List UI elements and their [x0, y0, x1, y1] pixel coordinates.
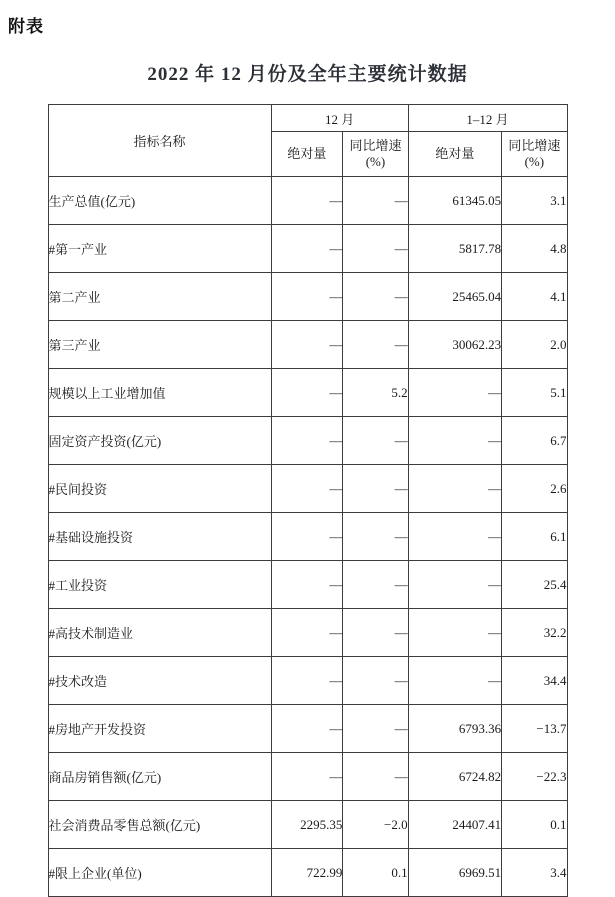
cell-december-absolute: —	[271, 561, 343, 609]
cell-annual-growth: −22.3	[502, 753, 567, 801]
cell-december-growth: —	[343, 705, 408, 753]
cell-annual-absolute: —	[408, 465, 502, 513]
cell-december-growth: 5.2	[343, 369, 408, 417]
table-row	[48, 465, 567, 513]
cell-december-growth: —	[343, 753, 408, 801]
row-label: 第三产业	[48, 321, 271, 369]
cell-annual-absolute: —	[408, 609, 502, 657]
cell-annual-growth: 32.2	[502, 609, 567, 657]
cell-december-absolute: —	[271, 177, 343, 225]
header-annual-growth: 同比增速(%)	[502, 132, 567, 177]
row-label: 固定资产投资(亿元)	[48, 417, 271, 465]
cell-december-absolute: 722.99	[271, 849, 343, 897]
table-row	[48, 657, 567, 705]
attachment-label: 附表	[8, 17, 44, 36]
cell-december-absolute: —	[271, 369, 343, 417]
cell-annual-growth: 34.4	[502, 657, 567, 705]
table-row	[48, 321, 567, 369]
cell-december-growth: —	[343, 561, 408, 609]
cell-annual-growth: 25.4	[502, 561, 567, 609]
cell-december-absolute: —	[271, 705, 343, 753]
cell-december-growth: —	[343, 273, 408, 321]
cell-december-absolute: —	[271, 609, 343, 657]
cell-annual-absolute: —	[408, 513, 502, 561]
table-row	[48, 609, 567, 657]
cell-december-growth: —	[343, 417, 408, 465]
header-annual-absolute: 绝对量	[408, 132, 502, 177]
row-label: #房地产开发投资	[48, 705, 271, 753]
row-label: 第二产业	[48, 273, 271, 321]
cell-annual-absolute: 5817.78	[408, 225, 502, 273]
row-label: 商品房销售额(亿元)	[48, 753, 271, 801]
cell-december-growth: —	[343, 465, 408, 513]
cell-annual-absolute: 6724.82	[408, 753, 502, 801]
row-label: 规模以上工业增加值	[48, 369, 271, 417]
table-row	[48, 753, 567, 801]
cell-december-absolute: —	[271, 513, 343, 561]
cell-december-absolute: —	[271, 321, 343, 369]
cell-annual-absolute: 25465.04	[408, 273, 502, 321]
cell-december-absolute: —	[271, 225, 343, 273]
cell-december-growth: —	[343, 225, 408, 273]
cell-annual-growth: 4.1	[502, 273, 567, 321]
table-body	[48, 177, 567, 897]
cell-annual-growth: 6.1	[502, 513, 567, 561]
table-row	[48, 705, 567, 753]
cell-annual-absolute: 30062.23	[408, 321, 502, 369]
cell-december-absolute: —	[271, 657, 343, 705]
cell-annual-growth: 4.8	[502, 225, 567, 273]
cell-annual-absolute: —	[408, 417, 502, 465]
document-page	[0, 12, 615, 881]
row-label: #第一产业	[48, 225, 271, 273]
header-december-growth: 同比增速(%)	[343, 132, 408, 177]
cell-december-absolute: —	[271, 417, 343, 465]
cell-december-growth: —	[343, 321, 408, 369]
table-row	[48, 417, 567, 465]
cell-annual-growth: 5.1	[502, 369, 567, 417]
cell-december-growth: −2.0	[343, 801, 408, 849]
cell-annual-absolute: —	[408, 561, 502, 609]
cell-annual-growth: 0.1	[502, 801, 567, 849]
row-label: #高技术制造业	[48, 609, 271, 657]
row-label: 社会消费品零售总额(亿元)	[48, 801, 271, 849]
row-label: #民间投资	[48, 465, 271, 513]
header-group-annual: 1–12 月	[408, 105, 567, 132]
cell-annual-growth: 2.0	[502, 321, 567, 369]
row-label: 生产总值(亿元)	[48, 177, 271, 225]
cell-annual-absolute: 6969.51	[408, 849, 502, 897]
row-label: #工业投资	[48, 561, 271, 609]
cell-december-growth: —	[343, 609, 408, 657]
cell-annual-absolute: 24407.41	[408, 801, 502, 849]
table-row	[48, 561, 567, 609]
table-row	[48, 225, 567, 273]
page-title: 2022 年 12 月份及全年主要统计数据	[147, 64, 468, 85]
table-header-group-row	[48, 105, 567, 132]
cell-annual-growth: 2.6	[502, 465, 567, 513]
cell-december-absolute: 2295.35	[271, 801, 343, 849]
cell-annual-growth: 6.7	[502, 417, 567, 465]
cell-annual-growth: 3.1	[502, 177, 567, 225]
table-row	[48, 177, 567, 225]
table-row	[48, 273, 567, 321]
cell-annual-absolute: —	[408, 657, 502, 705]
table-row	[48, 849, 567, 897]
cell-annual-growth: 3.4	[502, 849, 567, 897]
table-row	[48, 513, 567, 561]
cell-december-growth: —	[343, 657, 408, 705]
cell-annual-growth: −13.7	[502, 705, 567, 753]
cell-annual-absolute: 61345.05	[408, 177, 502, 225]
table-row	[48, 801, 567, 849]
cell-december-growth: —	[343, 177, 408, 225]
cell-annual-absolute: —	[408, 369, 502, 417]
cell-december-absolute: —	[271, 273, 343, 321]
row-label: #限上企业(单位)	[48, 849, 271, 897]
row-label: #技术改造	[48, 657, 271, 705]
table-row	[48, 369, 567, 417]
header-december-absolute: 绝对量	[271, 132, 343, 177]
row-label: #基础设施投资	[48, 513, 271, 561]
header-indicator-name: 指标名称	[48, 105, 271, 177]
statistics-table	[48, 104, 568, 897]
cell-december-absolute: —	[271, 753, 343, 801]
cell-december-growth: 0.1	[343, 849, 408, 897]
cell-annual-absolute: 6793.36	[408, 705, 502, 753]
cell-december-growth: —	[343, 513, 408, 561]
header-group-december: 12 月	[271, 105, 408, 132]
cell-december-absolute: —	[271, 465, 343, 513]
